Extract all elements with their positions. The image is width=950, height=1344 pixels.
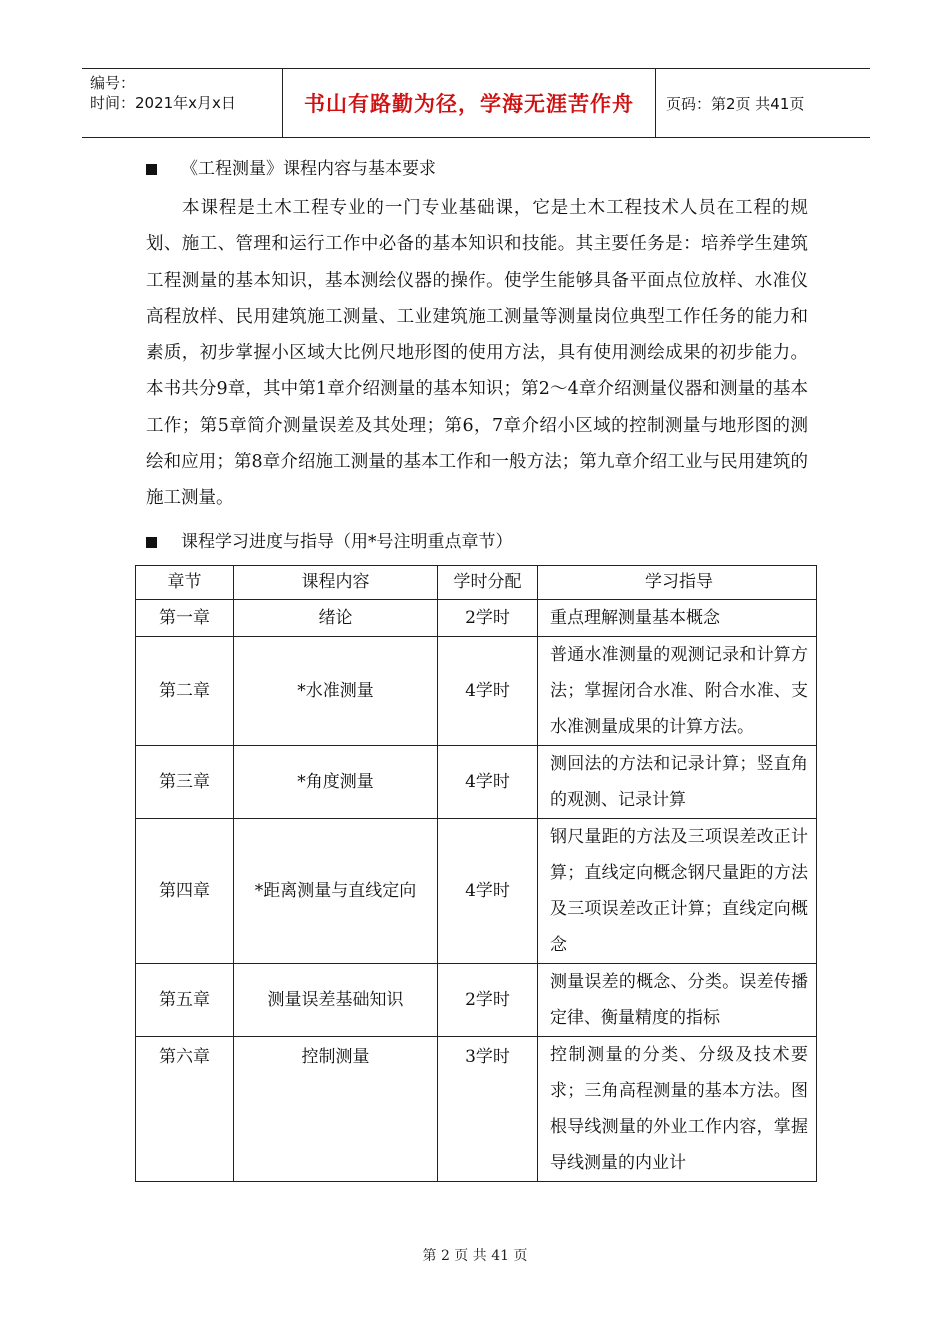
cell-hours: 4学时 <box>438 746 538 819</box>
cell-hours: 2学时 <box>438 964 538 1037</box>
cell-guide: 控制测量的分类、分级及技术要求；三角高程测量的基本方法。图根导线测量的外业工作内容，掌握导线测量的内业计 <box>538 1037 817 1182</box>
page-footer: 第 2 页 共 41 页 <box>422 1248 528 1264</box>
table-row <box>136 819 817 964</box>
cell-chapter: 第二章 <box>136 637 234 746</box>
cell-content: *角度测量 <box>234 746 438 819</box>
cell-chapter: 第四章 <box>136 819 234 964</box>
square-bullet-icon <box>146 164 157 175</box>
date-label: 时间：2021年x月x日 <box>90 94 236 112</box>
section-title-text: 《工程测量》课程内容与基本要求 <box>181 159 436 179</box>
cell-hours: 3学时 <box>438 1037 538 1182</box>
table-row <box>136 637 817 746</box>
section-title-text: 课程学习进度与指导（用*号注明重点章节） <box>181 532 513 552</box>
section-title-content <box>146 158 436 180</box>
number-label: 编号： <box>90 74 136 92</box>
table-header-row <box>136 566 817 600</box>
header-hours: 学时分配 <box>438 566 538 600</box>
header-guide: 学习指导 <box>538 566 817 600</box>
course-description: 本课程是土木工程专业的一门专业基础课，它是土木工程技术人员在工程的规划、施工、管理和运行工作中必备的基本知识和技能。其主要任务是：培养学生建筑工程测量的基本知识，基本测绘仪器的操作。使学生能够具备平面点位放样、水准仪高程放样、民用建筑施工测量、工业建筑施工测量等测量岗位典型工作任务的能力和素质，初步掌握小区域大比例尺地形图的使用方法，具有使用测绘成果的初步能力。 本书共分9章，其中第1章介绍测量的基本知识；第2～4章介绍测量仪器和测量的基本工作；第5章简介测量误差及其处理；第6，7章介绍小区域的控制测量与地形图的测绘和应用；第8章介绍施工测量的基本工作和一般方法；第九章介绍工业与民用建筑的施工测量。 <box>146 198 808 509</box>
cell-guide: 重点理解测量基本概念 <box>538 600 817 637</box>
header-page-label: 页码：第2页 共41页 <box>666 94 805 113</box>
cell-hours: 4学时 <box>438 637 538 746</box>
cell-guide: 钢尺量距的方法及三项误差改正计算；直线定向概念钢尺量距的方法及三项误差改正计算；直线定向概念 <box>538 819 817 964</box>
square-bullet-icon <box>146 537 157 548</box>
cell-content: *距离测量与直线定向 <box>234 819 438 964</box>
cell-chapter: 第六章 <box>136 1037 234 1182</box>
cell-chapter: 第三章 <box>136 746 234 819</box>
cell-content: 控制测量 <box>234 1037 438 1182</box>
table-row <box>136 964 817 1037</box>
cell-guide: 测回法的方法和记录计算；竖直角的观测、记录计算 <box>538 746 817 819</box>
cell-hours: 2学时 <box>438 600 538 637</box>
cell-content: 测量误差基础知识 <box>234 964 438 1037</box>
cell-content: *水准测量 <box>234 637 438 746</box>
header-motto: 书山有路勤为径，学海无涯苦作舟 <box>282 69 656 137</box>
cell-guide: 测量误差的概念、分类。误差传播定律、衡量精度的指标 <box>538 964 817 1037</box>
table-row <box>136 1037 817 1182</box>
cell-chapter: 第一章 <box>136 600 234 637</box>
table-row <box>136 746 817 819</box>
cell-hours: 4学时 <box>438 819 538 964</box>
header-meta <box>82 69 282 137</box>
cell-content: 绪论 <box>234 600 438 637</box>
cell-guide: 普通水准测量的观测记录和计算方法；掌握闭合水准、附合水准、支水准测量成果的计算方法。 <box>538 637 817 746</box>
table-row <box>136 600 817 637</box>
schedule-table <box>135 565 817 1182</box>
header-chapter: 章节 <box>136 566 234 600</box>
page-header <box>82 68 870 138</box>
cell-chapter: 第五章 <box>136 964 234 1037</box>
header-content: 课程内容 <box>234 566 438 600</box>
section-title-schedule <box>146 531 513 553</box>
